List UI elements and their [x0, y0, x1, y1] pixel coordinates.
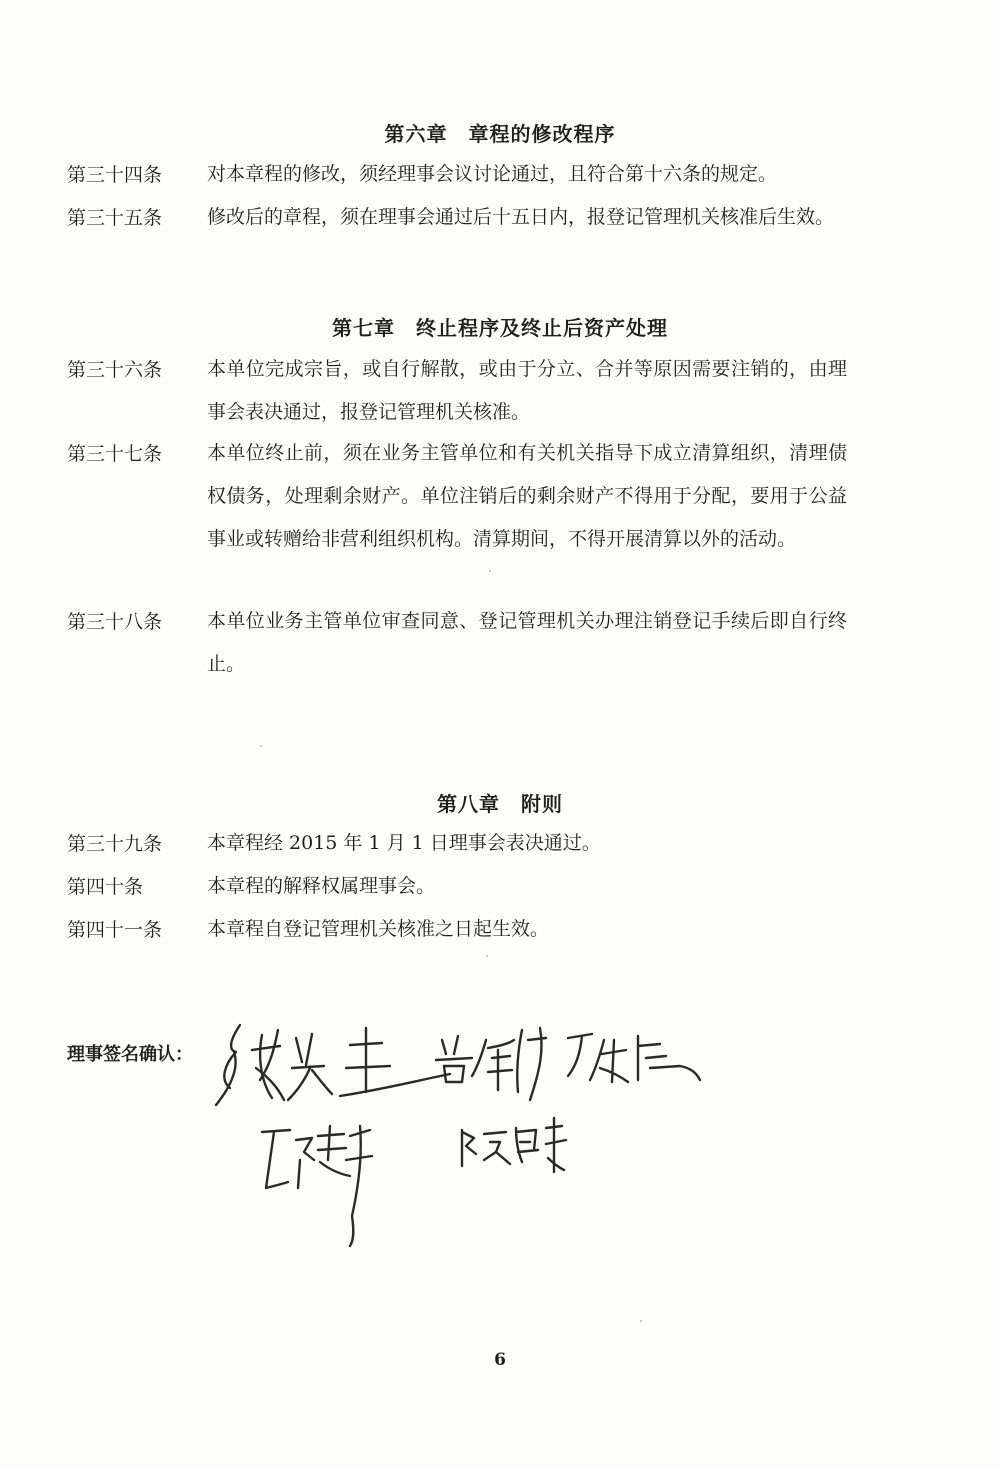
- article-41: [67, 908, 867, 951]
- handwritten-signatures: [200, 1010, 740, 1260]
- scan-speck: [260, 745, 262, 747]
- article-number: 第三十四条: [67, 164, 163, 186]
- signature-label: 理事签名确认：: [67, 1044, 193, 1065]
- article-text: 对本章程的修改，须经理事会议讨论通过，且符合第十六条的规定。: [207, 163, 778, 185]
- chapter-7-title: 第七章 终止程序及终止后资产处理: [332, 316, 668, 340]
- article-35: [67, 196, 867, 239]
- scan-speck: [489, 570, 491, 572]
- page-number: 6: [494, 1350, 506, 1370]
- article-number: 第三十六条: [67, 359, 163, 381]
- article-39: [67, 822, 867, 865]
- article-number: 第三十七条: [67, 443, 163, 465]
- signature-5: [462, 1118, 566, 1172]
- article-40: [67, 865, 867, 908]
- article-38: [67, 600, 867, 686]
- scan-speck: [640, 1320, 642, 1322]
- article-number: 第三十五条: [67, 207, 163, 229]
- article-text: 修改后的章程，须在理事会通过后十五日内，报登记管理机关核准后生效。: [207, 206, 835, 228]
- article-number: 第三十八条: [67, 611, 163, 633]
- signature-4: [262, 1126, 372, 1246]
- signature-3: [568, 1034, 700, 1082]
- article-text: 本单位终止前，须在业务主管单位和有关机关指导下成立清算组织，清理债权债务，处理剩余财产。单位注销后的剩余财产不得用于分配，要用于公益事业或转赠给非营利组织机构。清算期间，不得开展清算以外的活动。: [207, 442, 847, 550]
- article-37: [67, 432, 867, 561]
- article-36: [67, 348, 867, 434]
- article-34: [67, 153, 867, 196]
- article-text: 本单位完成宗旨，或自行解散，或由于分立、合并等原因需要注销的，由理事会表决通过，报登记管理机关核准。: [207, 358, 847, 423]
- chapter-6-title: 第六章 章程的修改程序: [384, 122, 616, 146]
- signature-1: [216, 1025, 450, 1105]
- article-text: 本章程自登记管理机关核准之日起生效。: [207, 918, 550, 940]
- article-text: 本章程的解释权属理事会。: [207, 875, 436, 897]
- article-number: 第四十一条: [67, 919, 163, 941]
- article-number: 第三十九条: [67, 833, 163, 855]
- article-number: 第四十条: [67, 876, 144, 898]
- chapter-8-title: 第八章 附则: [437, 792, 563, 816]
- signature-2: [436, 1028, 546, 1100]
- scan-speck: [486, 955, 488, 957]
- article-text: 本单位业务主管单位审查同意、登记管理机关办理注销登记手续后即自行终止。: [207, 610, 847, 675]
- article-text: 本章程经 2015 年 1 月 1 日理事会表决通过。: [207, 832, 601, 854]
